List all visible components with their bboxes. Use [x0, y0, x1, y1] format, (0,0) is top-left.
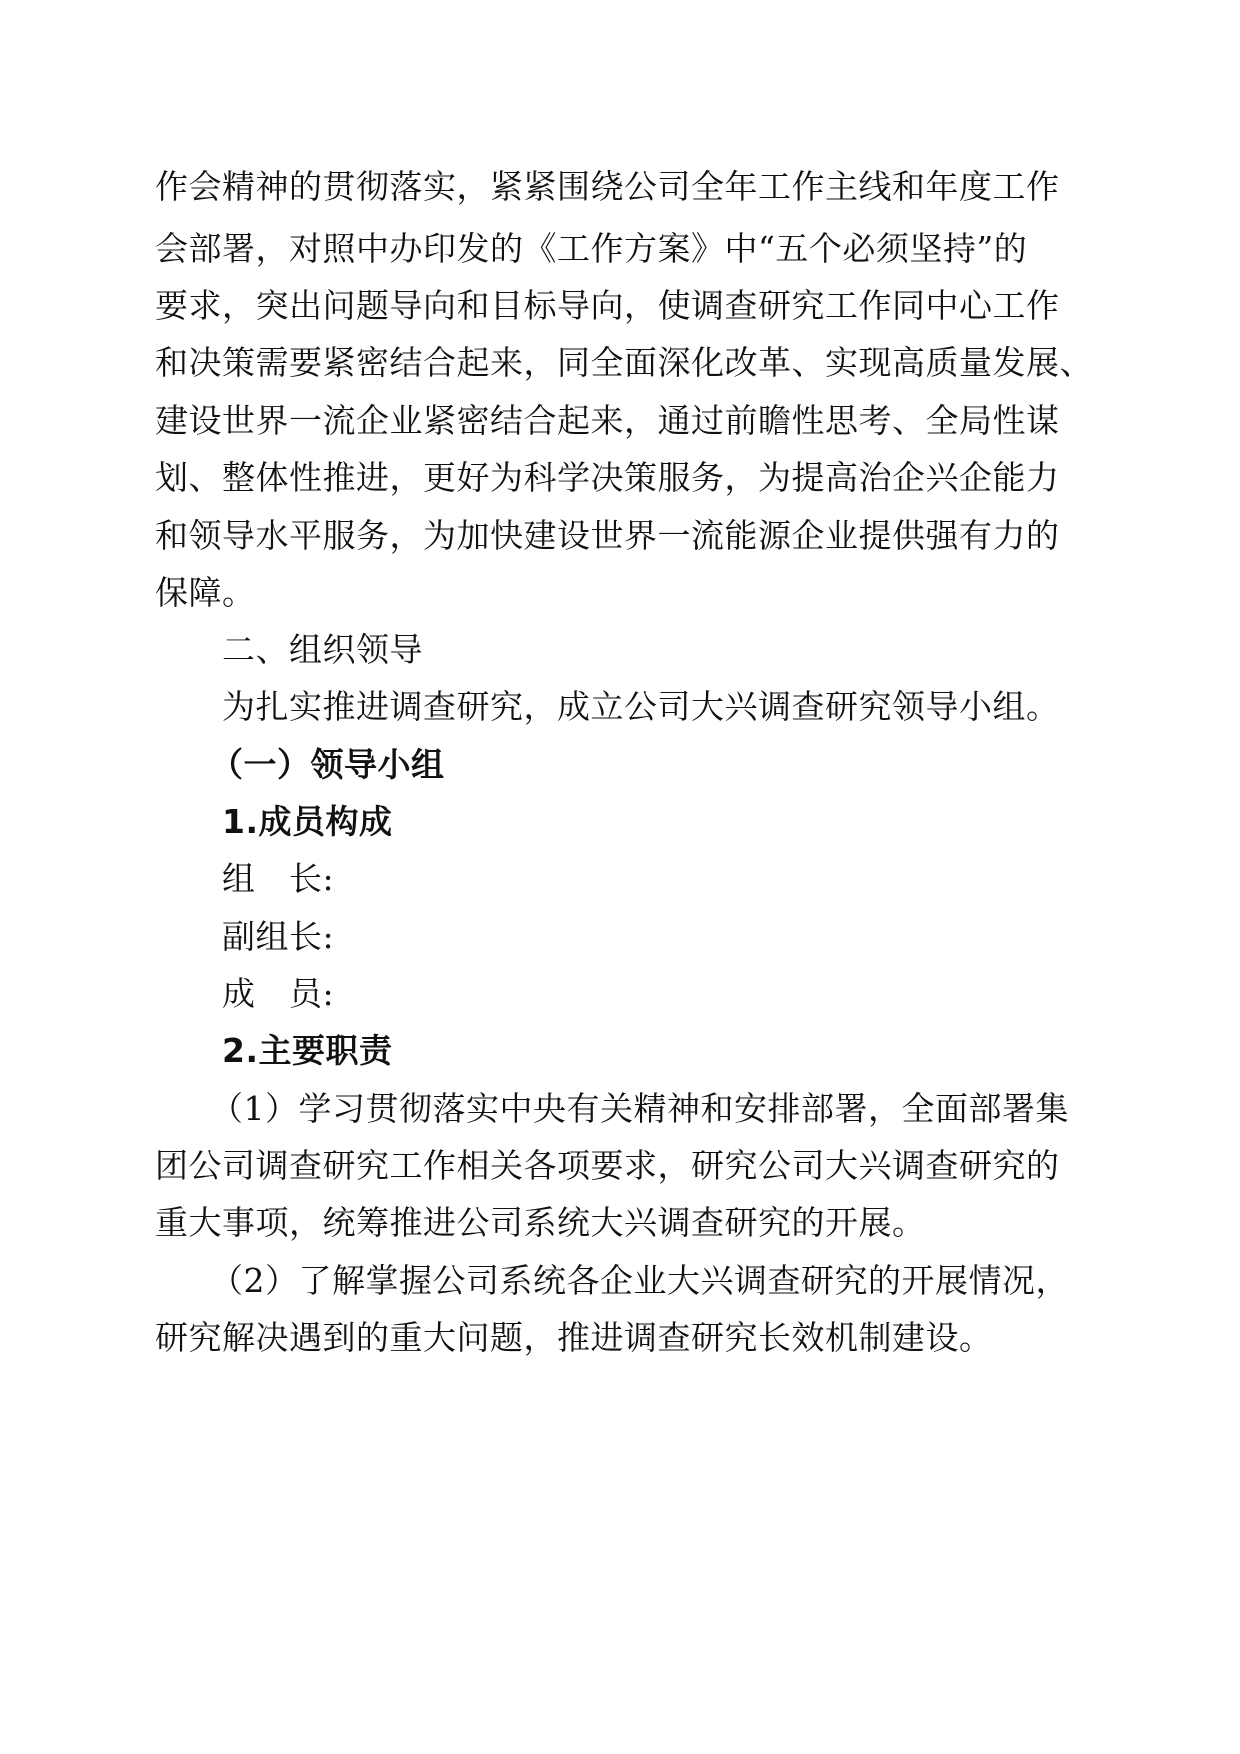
paragraph-line: 会部署，对照中办印发的《工作方案》中“五个必须坚持”的 [155, 229, 1028, 268]
duty-line: （2）了解掌握公司系统各企业大兴调查研究的开展情况， [210, 1261, 1069, 1300]
item-heading: 1.成员构成 [222, 802, 393, 841]
paragraph-line: 要求，突出问题导向和目标导向，使调查研究工作同中心工作 [155, 286, 1060, 325]
paragraph-line: 和领导水平服务，为加快建设世界一流能源企业提供强有力的 [155, 516, 1060, 555]
paragraph-line: 建设世界一流企业紧密结合起来，通过前瞻性思考、全局性谋 [155, 401, 1060, 440]
subsection-heading: （一）领导小组 [210, 745, 445, 784]
role-leader: 组 长: [222, 859, 335, 898]
role-deputy: 副组长: [222, 917, 335, 956]
duty-line: 研究解决遇到的重大问题，推进调查研究长效机制建设。 [155, 1318, 993, 1357]
paragraph-line: 保障。 [155, 573, 256, 612]
item-heading: 2.主要职责 [222, 1031, 393, 1070]
role-members: 成 员: [222, 974, 335, 1013]
paragraph-line: 和决策需要紧密结合起来，同全面深化改革、实现高质量发展、 [155, 343, 1093, 382]
duty-line: 重大事项，统筹推进公司系统大兴调查研究的开展。 [155, 1203, 926, 1242]
section-heading: 二、组织领导 [222, 630, 423, 669]
paragraph-line: 作会精神的贯彻落实，紧紧围绕公司全年工作主线和年度工作 [155, 167, 1060, 206]
duty-line: （1）学习贯彻落实中央有关精神和安排部署，全面部署集 [210, 1089, 1069, 1128]
section-intro: 为扎实推进调查研究，成立公司大兴调查研究领导小组。 [222, 687, 1060, 726]
paragraph-line: 划、整体性推进，更好为科学决策服务，为提高治企兴企能力 [155, 458, 1060, 497]
duty-line: 团公司调查研究工作相关各项要求，研究公司大兴调查研究的 [155, 1146, 1060, 1185]
